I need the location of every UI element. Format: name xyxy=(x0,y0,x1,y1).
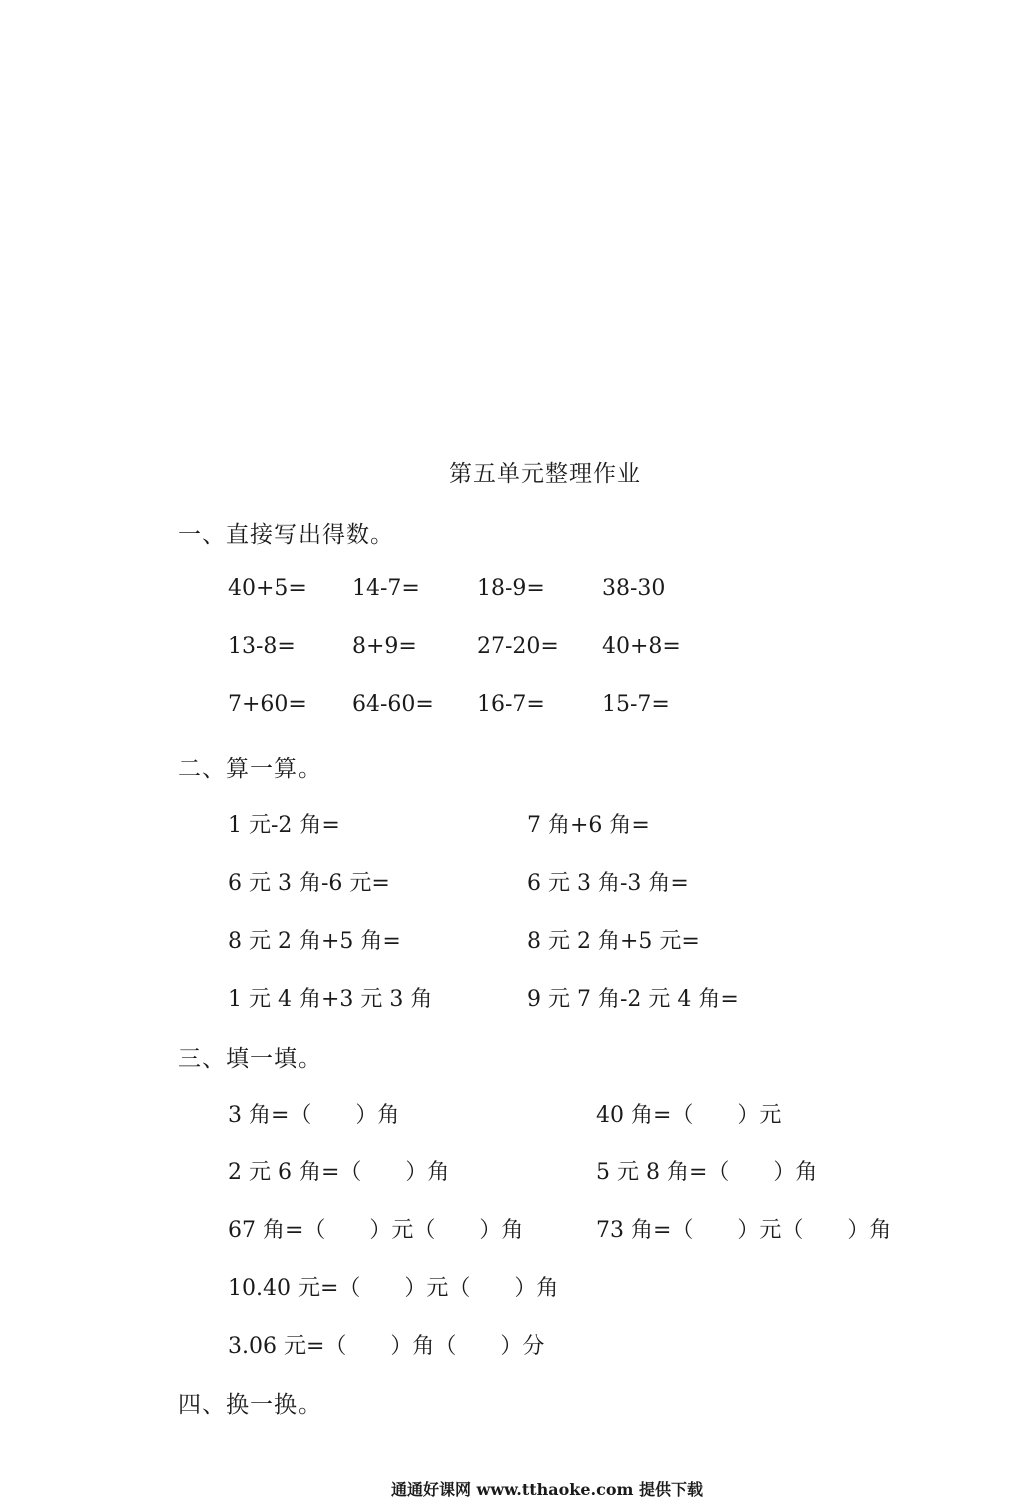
problem-2-7: 1 元 4 角+3 元 3 角 xyxy=(228,987,433,1012)
problem-2-6: 8 元 2 角+5 元= xyxy=(527,929,700,954)
problem-1-7: 27-20= xyxy=(477,634,559,659)
page-footer: 通通好课网 www.tthaoke.com 提供下载 xyxy=(390,1480,704,1499)
problem-1-12: 15-7= xyxy=(602,692,670,717)
problem-3-5: 67 角=（ ）元（ ）角 xyxy=(228,1218,524,1243)
problem-1-4: 38-30 xyxy=(602,576,666,601)
problem-3-1: 3 角=（ ）角 xyxy=(228,1103,400,1128)
problem-1-10: 64-60= xyxy=(352,692,434,717)
problem-1-11: 16-7= xyxy=(477,692,545,717)
problem-3-2: 40 角=（ ）元 xyxy=(596,1103,782,1128)
page-title: 第五单元整理作业 xyxy=(449,461,641,487)
section-4-heading: 四、换一换。 xyxy=(178,1392,322,1418)
problem-2-3: 6 元 3 角-6 元= xyxy=(228,871,390,896)
problem-3-6: 73 角=（ ）元（ ）角 xyxy=(596,1218,892,1243)
problem-2-1: 1 元-2 角= xyxy=(228,813,340,838)
problem-1-9: 7+60= xyxy=(228,692,307,717)
problem-2-2: 7 角+6 角= xyxy=(527,813,650,838)
problem-3-7: 10.40 元=（ ）元（ ）角 xyxy=(228,1276,559,1301)
problem-1-5: 13-8= xyxy=(228,634,296,659)
problem-1-3: 18-9= xyxy=(477,576,545,601)
section-2-heading: 二、算一算。 xyxy=(178,756,322,782)
problem-2-4: 6 元 3 角-3 角= xyxy=(527,871,689,896)
problem-1-8: 40+8= xyxy=(602,634,681,659)
problem-1-6: 8+9= xyxy=(352,634,417,659)
problem-1-1: 40+5= xyxy=(228,576,307,601)
problem-3-8: 3.06 元=（ ）角（ ）分 xyxy=(228,1334,545,1359)
section-1-heading: 一、直接写出得数。 xyxy=(178,522,394,548)
problem-3-4: 5 元 8 角=（ ）角 xyxy=(596,1160,818,1185)
section-3-heading: 三、填一填。 xyxy=(178,1046,322,1072)
problem-2-5: 8 元 2 角+5 角= xyxy=(228,929,401,954)
problem-3-3: 2 元 6 角=（ ）角 xyxy=(228,1160,450,1185)
problem-1-2: 14-7= xyxy=(352,576,420,601)
problem-2-8: 9 元 7 角-2 元 4 角= xyxy=(527,987,739,1012)
